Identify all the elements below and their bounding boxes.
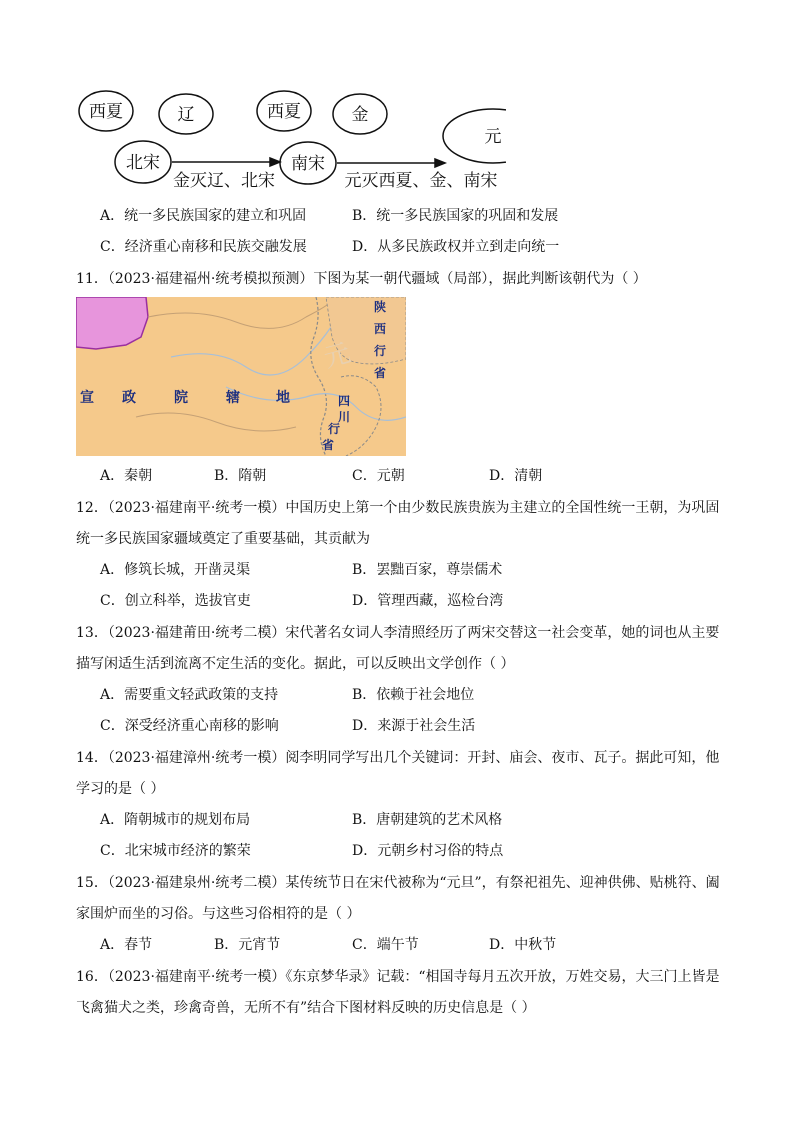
- map-watermark: 元: [320, 338, 354, 375]
- q12-option-d[interactable]: D．管理西藏，巡检台湾: [352, 593, 504, 609]
- q16-block: [76, 962, 726, 1024]
- q15-option-b[interactable]: B．元宵节: [214, 937, 281, 953]
- q13-option-c[interactable]: C．深受经济重心南移的影响: [100, 718, 279, 734]
- q12-block: [76, 493, 726, 555]
- q16-stem: 16．（2023·福建南平·统考一模）《东京梦华录》记载：“相国寺每月五次开放，万姓交易，大三门上皆是飞禽猫犬之类，珍禽奇兽，无所不有”结合下图材料反映的历史信息是（ ）: [76, 969, 720, 1016]
- q13-option-a[interactable]: A．需要重文轻武政策的支持: [100, 687, 279, 703]
- q13-stem: 13．（2023·福建莆田·统考二模）宋代著名女词人李清照经历了两宋交替这一社会变革，她的词也从主要描写闲适生活到流离不定生活的变化。据此，可以反映出文学创作（ ）: [76, 625, 720, 672]
- q13-option-d[interactable]: D．来源于社会生活: [352, 718, 476, 734]
- q15-option-c[interactable]: C．端午节: [352, 937, 419, 953]
- node-jin-label: 金: [351, 105, 369, 125]
- q13-block: [76, 618, 726, 680]
- map-region2-char-2: 行: [373, 344, 386, 358]
- arrow2-head: [435, 159, 445, 167]
- q14-block: [76, 743, 726, 805]
- q11-option-d[interactable]: D．清朝: [489, 468, 543, 484]
- node-liao-label: 辽: [177, 105, 195, 125]
- map-region1-char-1: 政: [122, 390, 136, 406]
- map-region1-char-0: 宣: [80, 390, 94, 406]
- map-region3-char-3: 省: [321, 438, 334, 452]
- map-region1-char-4: 地: [276, 390, 290, 406]
- q14-option-a[interactable]: A．隋朝城市的规划布局: [100, 812, 251, 828]
- q15-stem: 15．（2023·福建泉州·统考二模）某传统节日在宋代被称为“元旦”，有祭祀祖先、迎神供佛、贴桃符、阖家围炉而坐的习俗。与这些习俗相符的是（ ）: [76, 875, 720, 922]
- arrow1-head: [270, 158, 280, 166]
- node-xixia1-label: 西夏: [89, 102, 123, 122]
- q10-option-d[interactable]: D．从多民族政权并立到走向统一: [352, 239, 560, 255]
- q10-option-c[interactable]: C．经济重心南移和民族交融发展: [100, 239, 307, 255]
- q15-option-d[interactable]: D．中秋节: [489, 937, 557, 953]
- q11-option-b[interactable]: B．隋朝: [214, 468, 267, 484]
- q11-block: [76, 264, 726, 295]
- q12-option-c[interactable]: C．创立科举，选拔官吏: [100, 593, 251, 609]
- q11-map: [76, 297, 406, 456]
- q11-option-a[interactable]: A．秦朝: [100, 468, 153, 484]
- q11-map-svg: [76, 297, 406, 456]
- node-nansong-label: 南宋: [291, 154, 325, 174]
- q14-option-c[interactable]: C．北宋城市经济的繁荣: [100, 843, 251, 859]
- q10-option-b[interactable]: B．统一多民族国家的巩固和发展: [352, 208, 559, 224]
- map-region3-char-1: 川: [337, 410, 350, 424]
- q14-option-b[interactable]: B．唐朝建筑的艺术风格: [352, 812, 503, 828]
- q11-option-c[interactable]: C．元朝: [352, 468, 405, 484]
- q14-option-d[interactable]: D．元朝乡村习俗的特点: [352, 843, 504, 859]
- q12-option-a[interactable]: A．修筑长城，开凿灵渠: [100, 562, 251, 578]
- q13-option-b[interactable]: B．依赖于社会地位: [352, 687, 475, 703]
- map-region2-char-3: 省: [373, 366, 386, 380]
- node-yuan-label: 元: [484, 127, 502, 147]
- arrow1-label: 金灭辽、北宋: [173, 171, 275, 191]
- map-region2-char-0: 陕: [373, 300, 386, 314]
- q11-stem: 11．（2023·福建福州·统考模拟预测）下图为某一朝代疆域（局部），据此判断该朝代为（ ）: [76, 271, 647, 287]
- node-xixia2-label: 西夏: [267, 102, 301, 122]
- map-region1-char-2: 院: [174, 390, 188, 406]
- q12-option-b[interactable]: B．罢黜百家，尊崇儒术: [352, 562, 503, 578]
- q15-block: [76, 868, 726, 930]
- map-region3-char-2: 行: [327, 422, 340, 436]
- dynasty-flow-diagram: [76, 86, 506, 196]
- map-region3-char-0: 四: [337, 394, 350, 408]
- map-region2-char-1: 西: [373, 322, 386, 336]
- q14-stem: 14．（2023·福建漳州·统考一模）阅李明同学写出几个关键词：开封、庙会、夜市、瓦子。据此可知，他学习的是（ ）: [76, 750, 720, 797]
- dynasty-flow-svg: [76, 86, 506, 196]
- q15-option-a[interactable]: A．春节: [100, 937, 153, 953]
- q12-stem: 12．（2023·福建南平·统考一模）中国历史上第一个由少数民族贵族为主建立的全国性统一王朝，为巩固统一多民族国家疆域奠定了重要基础，其贡献为: [76, 500, 720, 547]
- map-region1-char-3: 辖: [226, 390, 240, 406]
- node-beisong-label: 北宋: [126, 153, 160, 173]
- arrow2-label: 元灭西夏、金、南宋: [344, 171, 498, 191]
- q10-option-a[interactable]: A．统一多民族国家的建立和巩固: [100, 208, 307, 224]
